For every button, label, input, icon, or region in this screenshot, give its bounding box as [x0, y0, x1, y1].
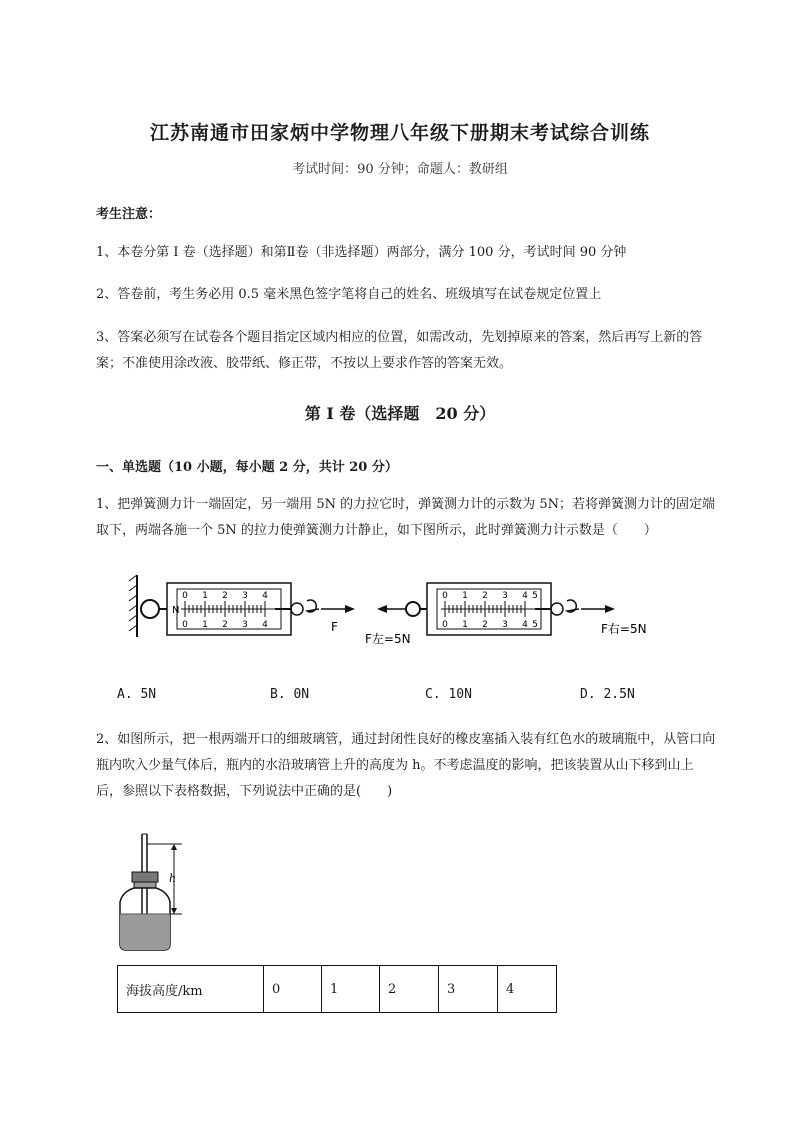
- table-cell: 4: [498, 966, 557, 1013]
- scale-label: 3: [242, 591, 248, 601]
- scale-label: 2: [482, 591, 488, 601]
- scale-label: 3: [502, 620, 508, 630]
- right-spring-balance: [377, 583, 647, 636]
- table-cell: 3: [439, 966, 498, 1013]
- exam-title: 江苏南通市田家炳中学物理八年级下册期末考试综合训练: [149, 122, 650, 144]
- scale-label: 4: [262, 620, 268, 630]
- bottle-figure: [112, 832, 192, 954]
- table-cell: 2: [380, 966, 439, 1013]
- exam-subtitle: 考试时间：90 分钟；命题人：教研组: [292, 162, 508, 177]
- question-1-text: 1、把弹簧测力计一端固定，另一端用 5N 的力拉它时，弹簧测力计的示数为 5N；若将弹簧测力计的固定端取下，两端各施一个 5N 的拉力使弹簧测力计静止，如下图所示，此时弹簧测力计示数是（ ）: [96, 497, 715, 538]
- wall-hatching: [129, 575, 137, 637]
- scale-label: 2: [222, 591, 228, 601]
- scale-label: 0: [442, 591, 448, 601]
- table-cell: 1: [322, 966, 380, 1013]
- scale-label: 5: [532, 591, 538, 601]
- scale-label: 1: [202, 591, 208, 601]
- scale-unit-n: N: [172, 605, 180, 616]
- height-label-h: h: [169, 872, 177, 885]
- scale-label: 0: [182, 620, 188, 630]
- scale-label: 4: [522, 591, 528, 601]
- altitude-table: [117, 965, 557, 1013]
- notice-heading: 考生注意：: [96, 207, 162, 222]
- scale-label: 0: [442, 620, 448, 630]
- table-cell: 0: [264, 966, 322, 1013]
- scale-label: 2: [222, 620, 228, 630]
- table-row-header: 海拔高度/km: [118, 966, 264, 1013]
- section-title: 第 I 卷（选择题 20 分）: [304, 404, 496, 423]
- question-2-text: 2、如图所示，把一根两端开口的细玻璃管，通过封闭性良好的橡皮塞插入装有红色水的玻璃瓶中，从管口向瓶内吹入少量气体后，瓶内的水沿玻璃管上升的高度为 h。不考虑温度的影响，把该装置从山下移到山上后，参照以下表格数据，下列说法中正确的是( ): [96, 732, 716, 799]
- scale-label: 4: [262, 591, 268, 601]
- part-heading: 一、单选题（10 小题，每小题 2 分，共计 20 分）: [96, 460, 398, 475]
- notice-item-3: 3、答案必须写在试卷各个题目指定区域内相应的位置，如需改动，先划掉原来的答案，然后再写上新的答案；不准使用涂改液、胶带纸、修正带，不按以上要求作答的答案无效。: [96, 330, 703, 371]
- force-label-left: F左=5N: [365, 632, 411, 646]
- option-d: D. 2.5N: [580, 687, 635, 702]
- scale-label: 1: [462, 620, 468, 630]
- scale-label: 3: [242, 620, 248, 630]
- scale-label: 0: [182, 591, 188, 601]
- force-label-f: F: [331, 620, 338, 634]
- spring-balance-figure: [125, 565, 655, 655]
- notice-item-1: 1、本卷分第 I 卷（选择题）和第Ⅱ卷（非选择题）两部分，满分 100 分，考试时间 90 分钟: [96, 245, 627, 260]
- left-spring-balance: [141, 583, 355, 635]
- option-c: C. 10N: [425, 687, 472, 702]
- table-row: [118, 966, 557, 1013]
- force-label-right: F右=5N: [601, 622, 647, 636]
- scale-label: 1: [462, 591, 468, 601]
- scale-label: 2: [482, 620, 488, 630]
- scale-label: 5: [532, 620, 538, 630]
- scale-label: 4: [522, 620, 528, 630]
- scale-label: 3: [502, 591, 508, 601]
- option-a: A. 5N: [117, 687, 157, 702]
- option-b: B. 0N: [270, 687, 310, 702]
- scale-label: 1: [202, 620, 208, 630]
- notice-item-2: 2、答卷前，考生务必用 0.5 毫米黑色签字笔将自己的姓名、班级填写在试卷规定位置上: [96, 287, 602, 302]
